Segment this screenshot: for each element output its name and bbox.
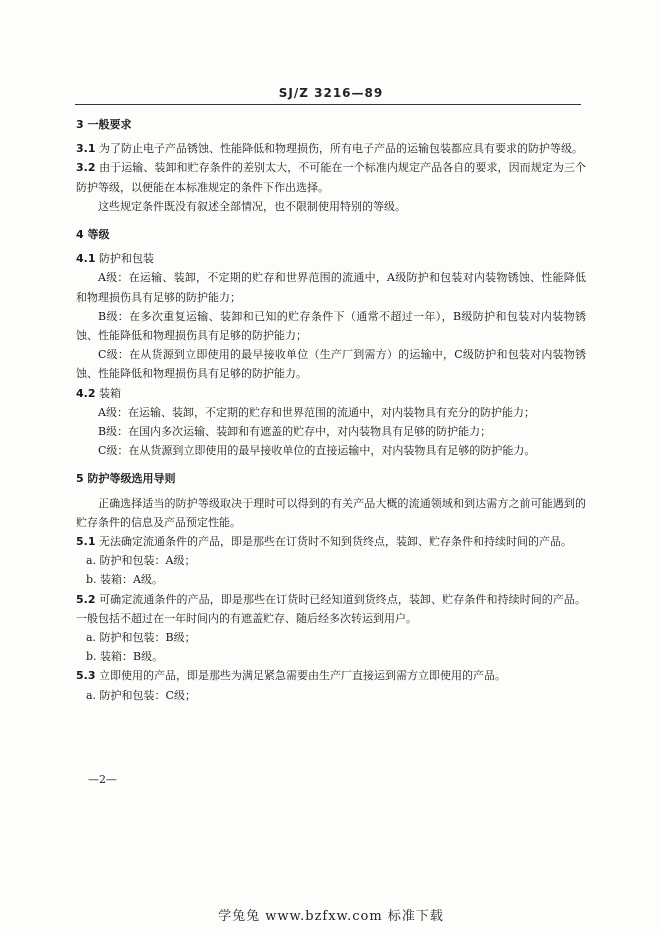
body-paragraph: 这些规定条件既没有叙述全部情况，也不限制使用特别的等级。 <box>98 199 406 213</box>
body-paragraph: A级：在运输、装卸，不定期的贮存和世界范围的流通中，对内装物具有充分的防护能力； <box>98 405 535 419</box>
numbered-paragraph <box>76 666 586 685</box>
clause-text: 可确定流通条件的产品，即是那些在订货时已经知道到货终点，装卸、贮存条件和持续时间的产品。一般包括不超过在一年时间内的有遮盖贮存、随后经多次转运到用户。 <box>76 592 586 625</box>
body-paragraph: B级：在国内多次运输、装卸和有遮盖的贮存中，对内装物具有足够的防护能力； <box>98 425 492 439</box>
list-item: a. 防护和包装：C级； <box>86 688 196 702</box>
body-paragraph: C级：在从货源到立即使用的最早接收单位的直接运输中，对内装物具有足够的防护能力。 <box>98 444 536 458</box>
numbered-paragraph <box>76 384 586 403</box>
clause-number: 5.1 <box>76 535 96 549</box>
list-item: a. 防护和包装：A级； <box>86 554 196 568</box>
clause-text: 防护和包装 <box>95 252 154 266</box>
numbered-paragraph <box>76 590 586 628</box>
list-item: b. 装箱：B级。 <box>86 650 164 664</box>
clause-number: 5.2 <box>76 592 96 606</box>
numbered-paragraph <box>76 249 586 268</box>
list-item: b. 装箱：A级。 <box>86 573 163 587</box>
document-body <box>76 111 586 705</box>
header-rule <box>75 104 581 105</box>
section-heading: 3 一般要求 <box>76 118 132 131</box>
clause-number: 4.2 <box>76 386 96 400</box>
numbered-paragraph <box>76 532 586 551</box>
standard-code-header: SJ/Z 3216—89 <box>278 86 384 100</box>
spacer <box>76 216 586 221</box>
spacer <box>76 460 586 465</box>
section-heading: 5 防护等级选用导则 <box>76 472 176 486</box>
section-heading: 4 等级 <box>76 228 110 242</box>
clause-number: 3.2 <box>76 161 96 175</box>
clause-number: 5.3 <box>76 669 96 683</box>
clause-text: 为了防止电子产品锈蚀、性能降低和物理损伤，所有电子产品的运输包装都应具有要求的防护等级。 <box>95 142 583 156</box>
clause-text: 装箱 <box>95 386 121 400</box>
clause-text: 无法确定流通条件的产品，即是那些在订货时不知到货终点，装卸、贮存条件和持续时间的产品。 <box>95 535 572 549</box>
clause-number: 4.1 <box>76 252 96 266</box>
body-paragraph: B级：在多次重复运输、装卸和已知的贮存条件下（通常不超过一年），B级防护和包装对内装物锈蚀、性能降低和物理损伤具有足够的防护能力； <box>76 309 586 343</box>
page-number: —2— <box>88 773 117 786</box>
numbered-paragraph <box>76 158 586 196</box>
body-paragraph: C级：在从货源到立即使用的最早接收单位（生产厂到需方）的运输中，C级防护和包装对内装物锈蚀、性能降低和物理损伤具有足够的防护能力。 <box>76 348 586 381</box>
list-item: a. 防护和包装：B级； <box>86 631 196 645</box>
body-paragraph: 正确选择适当的防护等级取决于理时可以得到的有关产品大概的流通领域和到达需方之前可能遇到的贮存条件的信息及产品预定性能。 <box>76 496 586 529</box>
clause-number: 3.1 <box>76 142 96 156</box>
watermark-footer: 学兔兔 www.bzfxw.com 标准下载 <box>218 909 444 924</box>
clause-text: 由于运输、装卸和贮存条件的差别太大，不可能在一个标准内规定产品各自的要求，因而规定为三个防护等级，以便能在本标准规定的条件下作出选择。 <box>76 161 586 194</box>
numbered-paragraph <box>76 139 586 158</box>
body-paragraph: A级：在运输、装卸，不定期的贮存和世界范围的流通中，A级防护和包装对内装物锈蚀、性能降低和物理损伤具有足够的防护能力； <box>76 271 586 304</box>
clause-text: 立即使用的产品，即是那些为满足紧急需要由生产厂直接运到需方立即使用的产品。 <box>95 669 506 683</box>
